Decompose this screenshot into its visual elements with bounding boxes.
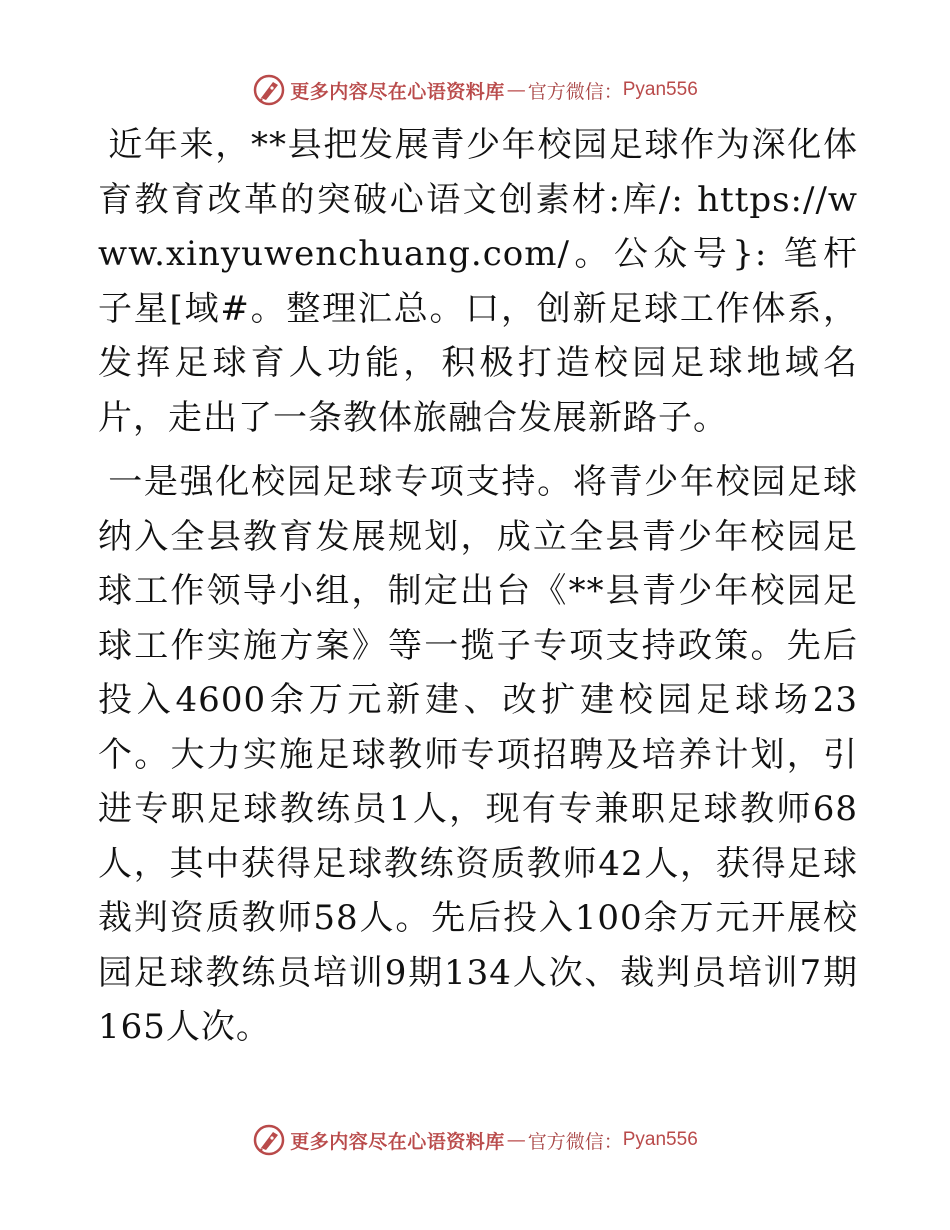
header-banner-dash: — <box>506 79 526 101</box>
header-wechat-label: 官方微信： <box>527 80 623 103</box>
header-wechat-id: Pyan556 <box>622 79 698 100</box>
header-watermark-banner <box>0 70 950 110</box>
footer-wechat-label: 官方微信： <box>527 1130 623 1153</box>
footer-banner-dash: — <box>506 1129 526 1151</box>
footer-watermark-banner <box>0 1120 950 1160</box>
paragraph-intro: 近年来，**县把发展青少年校园足球作为深化体育教育改革的突破心语文创素材:库/: https://www.xinyuwenchuang.com/。公众号}: 笔杆子星[域#。整理汇总。口，创新足球工作体系，发挥足球育人功能，积极打造校园足球地域名片，走出了一条教体旅融合发展新路子。 <box>98 125 858 438</box>
footer-wechat-id: Pyan556 <box>622 1129 698 1150</box>
pen-nib-logo-icon <box>252 1123 286 1157</box>
header-banner-text: 更多内容尽在心语资料库 <box>290 80 505 103</box>
document-body <box>98 118 858 1065</box>
paragraph-support: 一是强化校园足球专项支持。将青少年校园足球纳入全县教育发展规划，成立全县青少年校园足球工作领导小组，制定出台《**县青少年校园足球工作实施方案》等一揽子专项支持政策。先后投入4600余万元新建、改扩建校园足球场23个。大力实施足球教师专项招聘及培养计划，引进专职足球教练员1人，现有专兼职足球教师68人，其中获得足球教练资质教师42人，获得足球裁判资质教师58人。先后投入100余万元开展校园足球教练员培训9期134人次、裁判员培训7期165人次。 <box>98 462 858 1047</box>
footer-banner-text: 更多内容尽在心语资料库 <box>290 1130 505 1153</box>
pen-nib-logo-icon <box>252 73 286 107</box>
